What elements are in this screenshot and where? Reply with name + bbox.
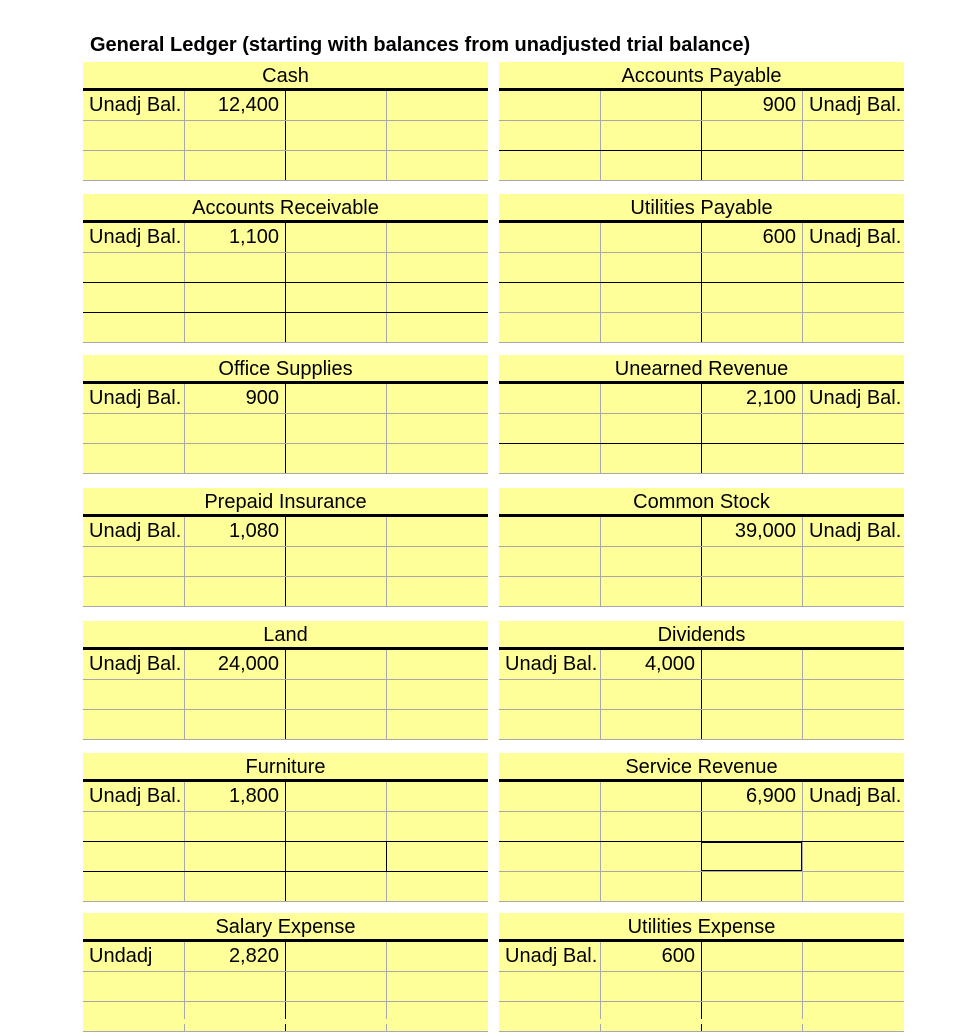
t-account-salary-expense	[83, 913, 488, 1032]
credit-label-cell[interactable]	[802, 872, 903, 901]
account-name: Salary Expense	[215, 916, 356, 938]
debit-label-cell[interactable]: Unadj Bal.	[505, 653, 598, 675]
debit-amount-cell[interactable]	[600, 384, 701, 413]
debit-label-cell[interactable]	[499, 710, 600, 739]
debit-label-cell[interactable]	[499, 782, 600, 811]
account-name: Service Revenue	[625, 756, 778, 778]
debit-amount-cell[interactable]: 12,400	[184, 91, 285, 120]
debit-label-cell[interactable]: Unadj Bal.	[89, 387, 182, 409]
debit-amount-cell[interactable]	[600, 842, 701, 871]
debit-label-cell[interactable]: Unadj Bal.	[89, 653, 182, 675]
debit-amount-cell[interactable]: 2,820	[184, 942, 285, 971]
debit-label-cell[interactable]	[83, 151, 184, 180]
debit-label-cell[interactable]	[499, 313, 600, 342]
credit-label-cell[interactable]	[802, 942, 903, 971]
debit-amount-cell[interactable]	[184, 812, 285, 841]
debit-amount-cell[interactable]	[600, 782, 701, 811]
credit-amount-cell[interactable]	[285, 253, 386, 282]
credit-label-cell[interactable]	[386, 872, 487, 901]
credit-label-cell[interactable]	[386, 223, 487, 252]
credit-amount-cell[interactable]	[701, 253, 802, 282]
credit-amount-cell[interactable]	[701, 942, 802, 971]
credit-label-cell[interactable]	[386, 1002, 487, 1031]
credit-label-cell[interactable]: Unadj Bal.	[802, 782, 903, 811]
credit-amount-cell[interactable]	[285, 91, 386, 120]
debit-amount-cell[interactable]	[600, 223, 701, 252]
credit-label-cell[interactable]	[386, 444, 487, 473]
account-name: Accounts Payable	[621, 65, 782, 87]
credit-amount-cell[interactable]	[285, 942, 386, 971]
debit-label-cell[interactable]	[499, 577, 600, 606]
account-name: Cash	[262, 65, 309, 87]
credit-label-cell[interactable]	[386, 782, 487, 811]
credit-label-cell[interactable]	[802, 151, 903, 180]
credit-amount-cell[interactable]	[701, 1002, 802, 1031]
credit-amount-cell[interactable]	[701, 313, 802, 342]
debit-label-cell[interactable]	[499, 842, 600, 871]
credit-amount-cell[interactable]	[285, 313, 386, 342]
debit-amount-cell[interactable]	[184, 121, 285, 150]
credit-amount-cell[interactable]: 39,000	[701, 517, 802, 546]
debit-amount-cell[interactable]	[184, 444, 285, 473]
t-account-service-revenue	[499, 753, 904, 902]
credit-label-cell[interactable]	[386, 121, 487, 150]
debit-label-cell[interactable]	[83, 121, 184, 150]
credit-amount-cell[interactable]	[701, 414, 802, 443]
credit-label-cell[interactable]	[802, 650, 903, 679]
credit-label-cell[interactable]	[802, 283, 903, 312]
account-name: Unearned Revenue	[614, 358, 789, 380]
debit-amount-cell[interactable]: 1,080	[184, 517, 285, 546]
debit-amount-cell[interactable]	[600, 872, 701, 901]
account-name: Utilities Payable	[630, 197, 773, 219]
credit-label-cell[interactable]	[386, 313, 487, 342]
credit-label-cell[interactable]	[386, 151, 487, 180]
credit-amount-cell[interactable]: 600	[701, 223, 802, 252]
debit-amount-cell[interactable]	[600, 283, 701, 312]
credit-amount-cell[interactable]	[285, 710, 386, 739]
debit-amount-cell[interactable]	[184, 872, 285, 901]
debit-amount-cell[interactable]	[600, 1002, 701, 1031]
credit-amount-cell[interactable]	[701, 283, 802, 312]
credit-label-cell[interactable]	[386, 680, 487, 709]
debit-label-cell[interactable]: Undadj	[89, 945, 153, 967]
credit-label-cell[interactable]	[802, 812, 903, 841]
account-name: Land	[263, 624, 308, 646]
t-account-unearned-revenue	[499, 355, 904, 474]
credit-amount-cell[interactable]	[285, 517, 386, 546]
debit-amount-cell[interactable]: 900	[184, 384, 285, 413]
debit-label-cell[interactable]	[83, 972, 184, 1001]
t-account-accounts-payable	[499, 62, 904, 181]
debit-amount-cell[interactable]	[184, 680, 285, 709]
t-account-cash	[83, 62, 488, 181]
debit-label-cell[interactable]	[83, 283, 184, 312]
debit-amount-cell[interactable]	[600, 414, 701, 443]
debit-amount-cell[interactable]: 1,100	[184, 223, 285, 252]
debit-amount-cell[interactable]	[600, 577, 701, 606]
credit-label-cell[interactable]	[802, 444, 903, 473]
credit-amount-cell[interactable]	[701, 872, 802, 901]
credit-amount-cell[interactable]	[701, 121, 802, 150]
debit-amount-cell[interactable]: 1,800	[184, 782, 285, 811]
credit-amount-cell[interactable]	[285, 1002, 386, 1031]
debit-label-cell[interactable]	[499, 680, 600, 709]
debit-amount-cell[interactable]	[184, 972, 285, 1001]
t-account-office-supplies	[83, 355, 488, 474]
debit-amount-cell[interactable]	[184, 547, 285, 576]
debit-amount-cell[interactable]	[184, 313, 285, 342]
credit-amount-cell[interactable]	[285, 223, 386, 252]
next-account-strip	[499, 1019, 904, 1024]
credit-amount-cell[interactable]: 6,900	[701, 782, 802, 811]
credit-label-cell[interactable]	[386, 283, 487, 312]
debit-label-cell[interactable]	[499, 547, 600, 576]
credit-label-cell[interactable]	[802, 1002, 903, 1031]
credit-amount-cell[interactable]	[285, 680, 386, 709]
debit-label-cell[interactable]	[83, 842, 184, 871]
credit-label-cell[interactable]	[802, 972, 903, 1001]
credit-label-cell[interactable]	[802, 547, 903, 576]
debit-label-cell[interactable]	[499, 444, 600, 473]
debit-amount-cell[interactable]	[184, 253, 285, 282]
credit-amount-cell[interactable]	[285, 972, 386, 1001]
debit-label-cell[interactable]	[499, 253, 600, 282]
debit-amount-cell[interactable]	[184, 842, 285, 871]
account-name: Office Supplies	[218, 358, 353, 380]
credit-label-cell[interactable]	[386, 972, 487, 1001]
debit-amount-cell[interactable]	[600, 812, 701, 841]
credit-amount-cell[interactable]	[285, 812, 386, 841]
debit-label-cell[interactable]	[83, 680, 184, 709]
account-name: Common Stock	[633, 491, 770, 513]
credit-amount-cell[interactable]	[701, 842, 802, 871]
debit-label-cell[interactable]: Unadj Bal.	[505, 945, 598, 967]
account-name: Dividends	[657, 624, 746, 646]
t-account-utilities-expense	[499, 913, 904, 1032]
account-name: Utilities Expense	[627, 916, 776, 938]
debit-amount-cell[interactable]	[184, 283, 285, 312]
debit-amount-cell[interactable]	[600, 444, 701, 473]
credit-amount-cell[interactable]	[285, 121, 386, 150]
credit-label-cell[interactable]	[802, 680, 903, 709]
debit-amount-cell[interactable]	[600, 91, 701, 120]
credit-amount-cell[interactable]	[701, 444, 802, 473]
credit-label-cell[interactable]: Unadj Bal.	[802, 384, 903, 413]
debit-label-cell[interactable]: Unadj Bal.	[89, 226, 182, 248]
credit-label-cell[interactable]: Unadj Bal.	[802, 223, 903, 252]
credit-amount-cell[interactable]	[285, 151, 386, 180]
t-account-prepaid-insurance	[83, 488, 488, 607]
debit-label-cell[interactable]	[499, 872, 600, 901]
credit-amount-cell[interactable]	[701, 972, 802, 1001]
debit-label-cell[interactable]: Unadj Bal.	[89, 785, 182, 807]
credit-label-cell[interactable]	[386, 577, 487, 606]
debit-amount-cell[interactable]: 4,000	[600, 650, 701, 679]
debit-label-cell[interactable]	[499, 972, 600, 1001]
debit-label-cell[interactable]	[499, 384, 600, 413]
credit-label-cell[interactable]	[386, 547, 487, 576]
debit-amount-cell[interactable]	[600, 151, 701, 180]
credit-amount-cell[interactable]	[701, 812, 802, 841]
debit-label-cell[interactable]	[499, 91, 600, 120]
debit-label-cell[interactable]	[499, 151, 600, 180]
debit-amount-cell[interactable]	[600, 972, 701, 1001]
debit-amount-cell[interactable]	[600, 517, 701, 546]
debit-label-cell[interactable]	[83, 812, 184, 841]
credit-amount-cell[interactable]	[285, 414, 386, 443]
t-account-utilities-payable	[499, 194, 904, 343]
credit-label-cell[interactable]	[802, 121, 903, 150]
credit-label-cell[interactable]	[386, 517, 487, 546]
account-name: Prepaid Insurance	[204, 491, 367, 513]
debit-label-cell[interactable]	[499, 414, 600, 443]
credit-amount-cell[interactable]	[701, 650, 802, 679]
t-account-land	[83, 621, 488, 740]
debit-amount-cell[interactable]	[184, 577, 285, 606]
credit-amount-cell[interactable]	[285, 650, 386, 679]
debit-label-cell[interactable]	[83, 414, 184, 443]
debit-label-cell[interactable]	[499, 283, 600, 312]
debit-label-cell[interactable]	[499, 517, 600, 546]
t-account-common-stock	[499, 488, 904, 607]
debit-label-cell[interactable]	[83, 872, 184, 901]
credit-amount-cell[interactable]	[285, 547, 386, 576]
credit-label-cell[interactable]	[386, 650, 487, 679]
credit-label-cell[interactable]	[386, 414, 487, 443]
debit-amount-cell[interactable]	[600, 313, 701, 342]
debit-amount-cell[interactable]	[600, 253, 701, 282]
t-account-accounts-receivable	[83, 194, 488, 343]
debit-amount-cell[interactable]	[184, 1002, 285, 1031]
debit-label-cell[interactable]	[83, 577, 184, 606]
debit-label-cell[interactable]	[499, 121, 600, 150]
credit-label-cell[interactable]	[802, 253, 903, 282]
credit-label-cell[interactable]: Unadj Bal.	[802, 517, 903, 546]
credit-amount-cell[interactable]	[701, 547, 802, 576]
debit-label-cell[interactable]: Unadj Bal.	[89, 520, 182, 542]
debit-label-cell[interactable]	[83, 1002, 184, 1031]
credit-amount-cell[interactable]	[701, 710, 802, 739]
debit-label-cell[interactable]	[83, 253, 184, 282]
credit-amount-cell[interactable]	[285, 384, 386, 413]
credit-label-cell[interactable]	[386, 812, 487, 841]
ledger-title: General Ledger (starting with balances from unadjusted trial balance)	[90, 34, 751, 56]
account-name: Accounts Receivable	[192, 197, 379, 219]
debit-label-cell[interactable]	[83, 710, 184, 739]
debit-amount-cell[interactable]: 24,000	[184, 650, 285, 679]
debit-amount-cell[interactable]: 600	[600, 942, 701, 971]
credit-amount-cell[interactable]	[285, 782, 386, 811]
credit-amount-cell[interactable]: 2,100	[701, 384, 802, 413]
debit-amount-cell[interactable]	[600, 121, 701, 150]
credit-amount-cell[interactable]	[285, 872, 386, 901]
debit-amount-cell[interactable]	[600, 710, 701, 739]
credit-label-cell[interactable]	[802, 577, 903, 606]
credit-amount-cell[interactable]	[701, 577, 802, 606]
debit-label-cell[interactable]	[499, 223, 600, 252]
credit-label-cell[interactable]	[386, 842, 487, 871]
debit-amount-cell[interactable]	[184, 151, 285, 180]
debit-label-cell[interactable]: Unadj Bal.	[89, 94, 182, 116]
credit-amount-cell[interactable]	[701, 151, 802, 180]
credit-amount-cell[interactable]	[701, 680, 802, 709]
credit-label-cell[interactable]	[386, 91, 487, 120]
credit-label-cell[interactable]	[386, 942, 487, 971]
debit-label-cell[interactable]	[83, 313, 184, 342]
credit-label-cell[interactable]	[802, 414, 903, 443]
credit-amount-cell[interactable]	[285, 283, 386, 312]
credit-label-cell[interactable]	[386, 253, 487, 282]
t-account-furniture	[83, 753, 488, 902]
debit-label-cell[interactable]	[83, 444, 184, 473]
t-account-dividends	[499, 621, 904, 740]
debit-label-cell[interactable]	[499, 812, 600, 841]
debit-label-cell[interactable]	[499, 1002, 600, 1031]
credit-amount-cell[interactable]	[285, 577, 386, 606]
credit-label-cell[interactable]	[386, 710, 487, 739]
debit-amount-cell[interactable]	[600, 680, 701, 709]
next-account-strip	[83, 1019, 488, 1024]
credit-amount-cell[interactable]: 900	[701, 91, 802, 120]
credit-label-cell[interactable]	[802, 842, 903, 871]
credit-label-cell[interactable]	[802, 313, 903, 342]
credit-amount-cell[interactable]	[285, 842, 386, 871]
credit-amount-cell[interactable]	[285, 444, 386, 473]
debit-amount-cell[interactable]	[184, 710, 285, 739]
debit-label-cell[interactable]	[83, 547, 184, 576]
credit-label-cell[interactable]: Unadj Bal.	[802, 91, 903, 120]
credit-label-cell[interactable]	[386, 384, 487, 413]
debit-amount-cell[interactable]	[600, 547, 701, 576]
account-name: Furniture	[245, 756, 326, 778]
debit-amount-cell[interactable]	[184, 414, 285, 443]
credit-label-cell[interactable]	[802, 710, 903, 739]
